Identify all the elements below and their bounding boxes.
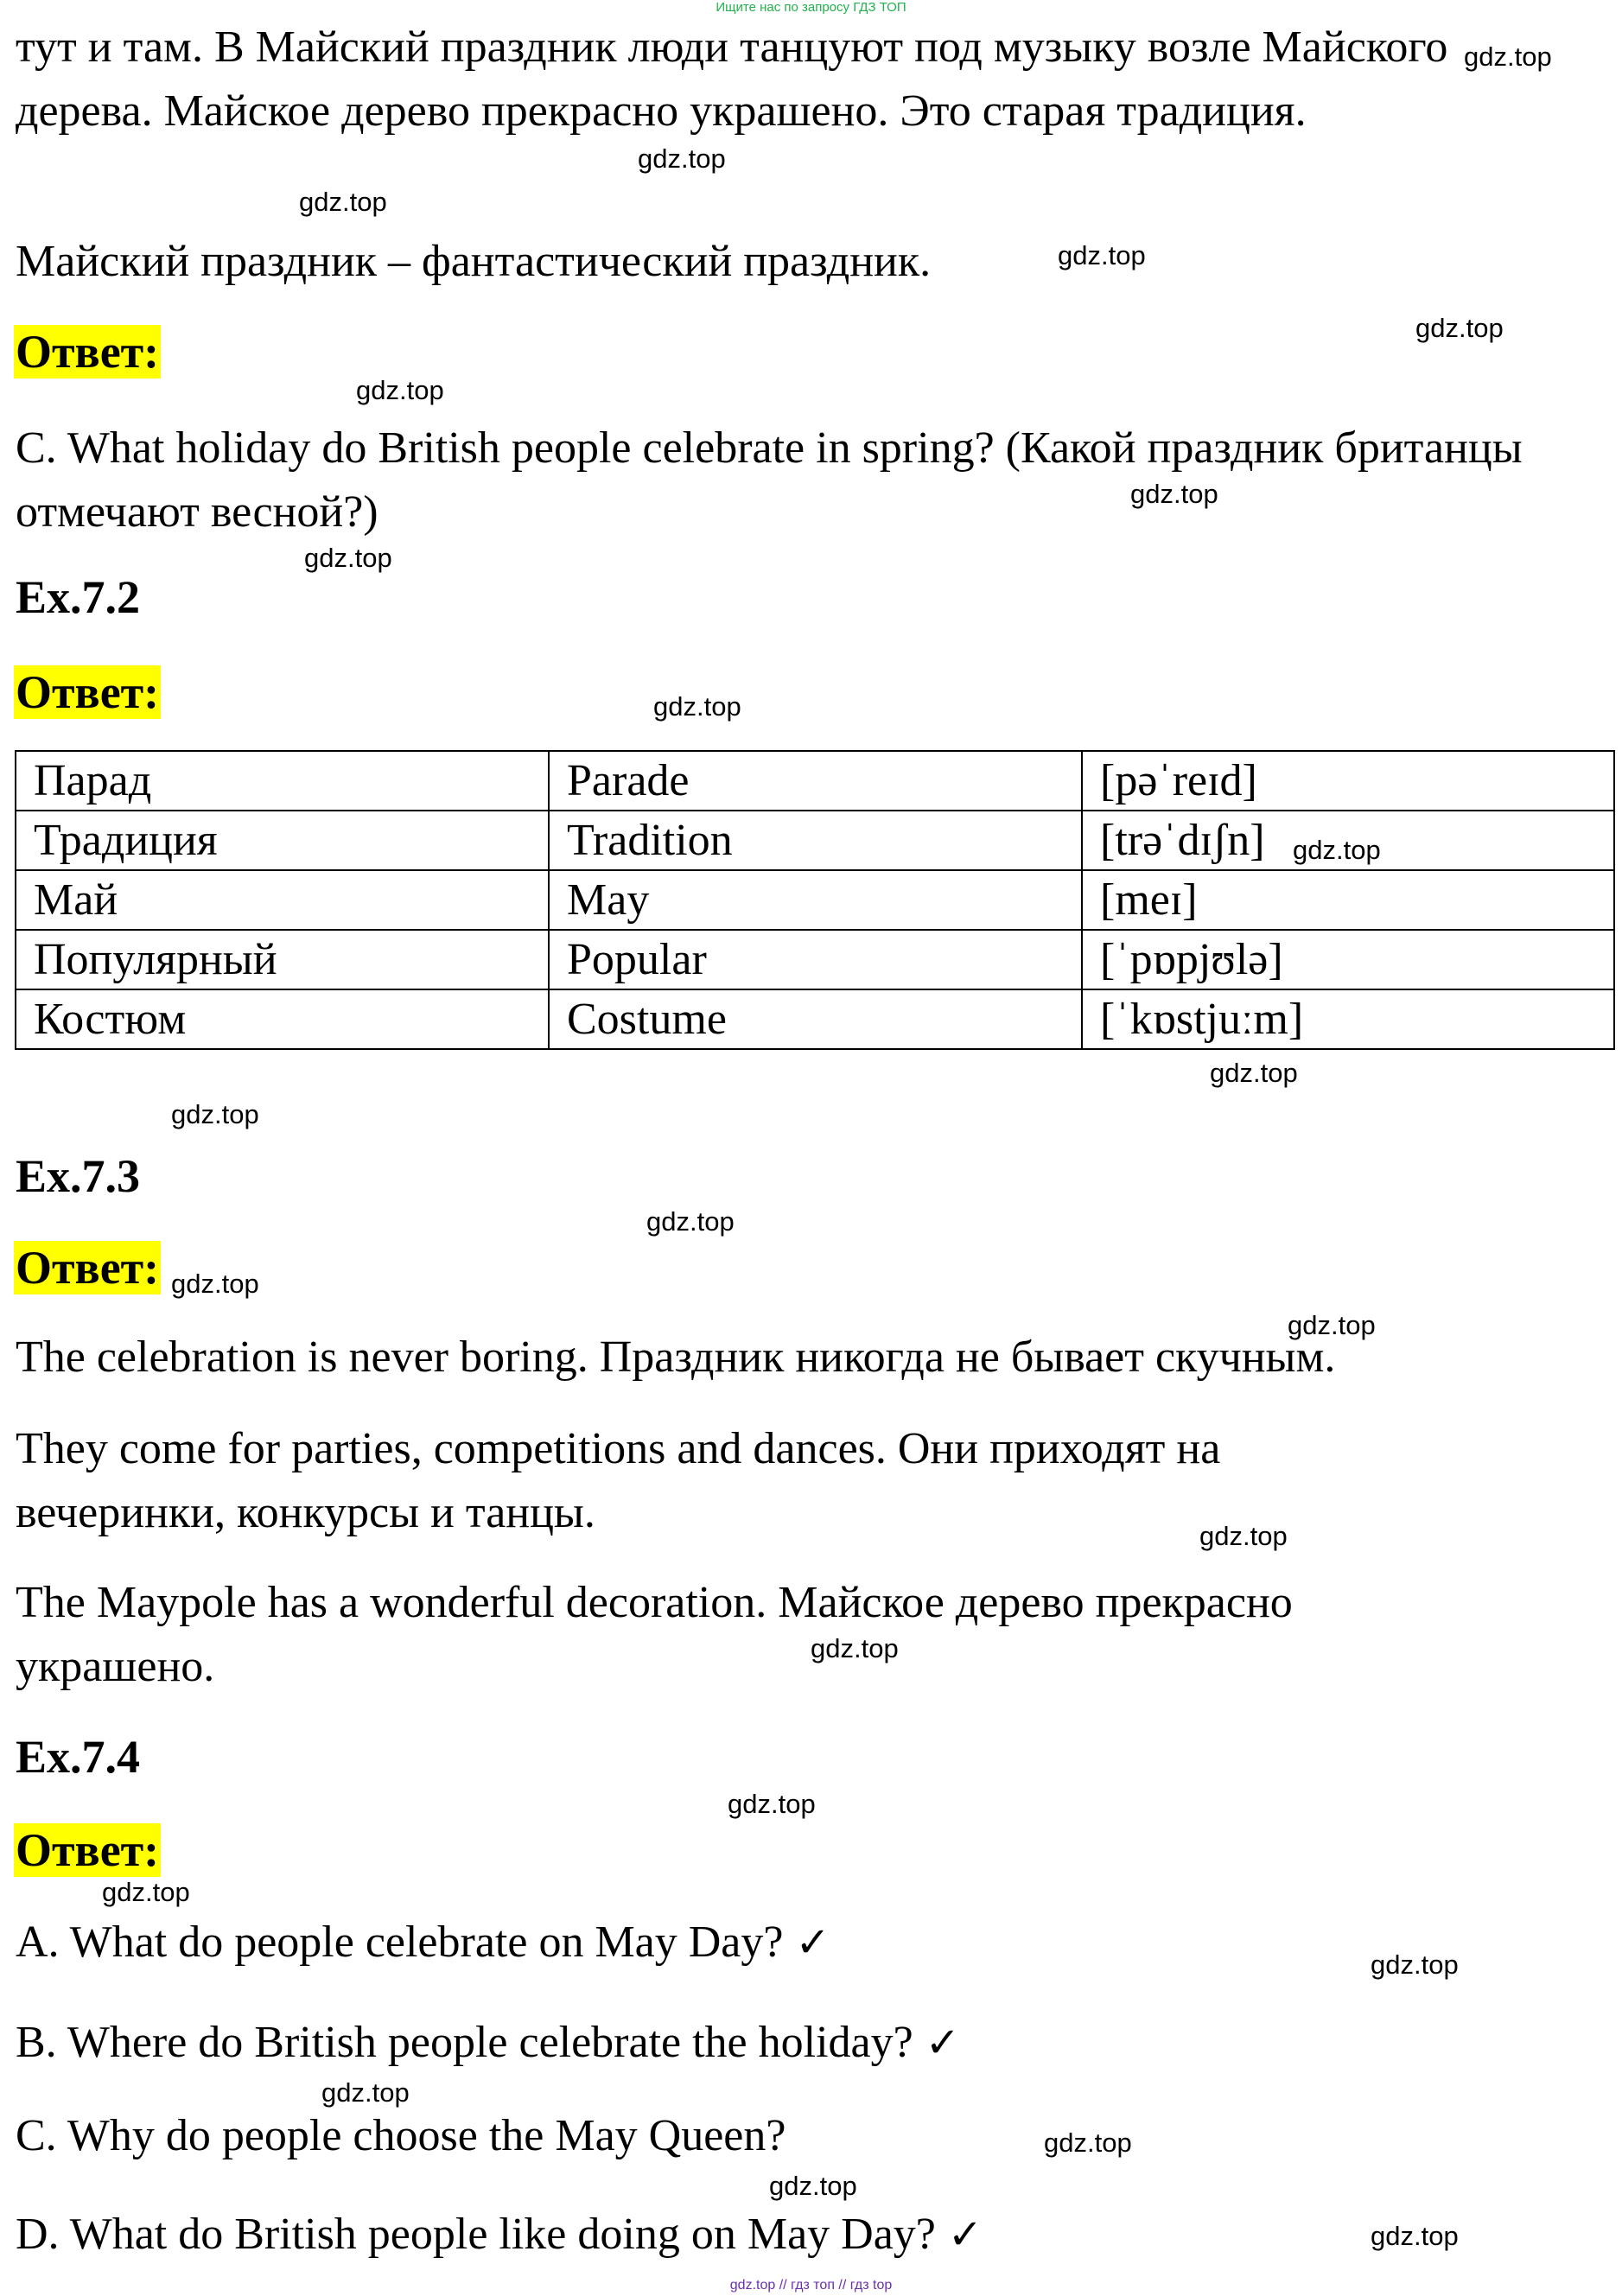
table-row xyxy=(16,930,1614,989)
bottom-banner: gdz.top // гдз топ // гдз top xyxy=(729,2278,893,2293)
cell-en: Popular xyxy=(549,930,1082,989)
watermark: gdz.top xyxy=(1464,41,1552,72)
watermark: gdz.top xyxy=(728,1789,816,1819)
watermark: gdz.top xyxy=(321,2077,410,2108)
question-a xyxy=(16,1917,830,1968)
cell-ru: Традиция xyxy=(16,811,549,870)
watermark: gdz.top xyxy=(1058,240,1146,270)
table-row xyxy=(16,751,1614,811)
table-row xyxy=(16,870,1614,930)
vocabulary-table xyxy=(15,750,1615,1050)
sentence-3: The Maypole has a wonderful decoration. Майское дерево прекрасно украшено. xyxy=(16,1578,1293,1691)
top-banner: Ищите нас по запросу ГДЗ ТОП xyxy=(716,0,906,15)
watermark: gdz.top xyxy=(102,1877,190,1907)
watermark: gdz.top xyxy=(1210,1058,1298,1088)
answer-label: Ответ: xyxy=(16,1242,160,1294)
cell-en: Parade xyxy=(549,751,1082,811)
exercise-title-7-4: Ex.7.4 xyxy=(16,1731,141,1783)
cell-ru: Костюм xyxy=(16,989,549,1049)
watermark: gdz.top xyxy=(638,143,726,174)
watermark: gdz.top xyxy=(1199,1521,1288,1551)
watermark: gdz.top xyxy=(356,375,444,405)
sentence-2: They come for parties, competitions and dances. Они приходят на вечеринки, конкурсы и танцы. xyxy=(16,1424,1221,1537)
cell-ru: Популярный xyxy=(16,930,549,989)
cell-ipa: [ˈkɒstjuːm] xyxy=(1082,989,1614,1049)
watermark: gdz.top xyxy=(171,1269,259,1299)
checkmark-icon: ✓ xyxy=(925,2019,960,2067)
cell-en: May xyxy=(549,870,1082,930)
sentence-1: The celebration is never boring. Праздник никогда не бывает скучным. xyxy=(16,1332,1336,1382)
question-text: D. What do British people like doing on May Day? xyxy=(16,2210,936,2259)
cell-en: Costume xyxy=(549,989,1082,1049)
watermark: gdz.top xyxy=(1415,313,1504,343)
watermark: gdz.top xyxy=(304,543,392,573)
cell-ipa: [ˈpɒpjʊlə] xyxy=(1082,930,1614,989)
watermark: gdz.top xyxy=(1371,2221,1459,2251)
watermark: gdz.top xyxy=(1371,1949,1459,1980)
watermark: gdz.top xyxy=(299,187,387,217)
watermark: gdz.top xyxy=(1130,479,1218,509)
question-c xyxy=(16,2110,786,2161)
watermark: gdz.top xyxy=(1044,2127,1132,2158)
watermark: gdz.top xyxy=(646,1206,735,1237)
exercise-title-7-2: Ex.7.2 xyxy=(16,571,141,623)
answer-label: Ответ: xyxy=(16,326,160,378)
cell-ipa: [meɪ] xyxy=(1082,870,1614,930)
cell-ru: Парад xyxy=(16,751,549,811)
checkmark-icon: ✓ xyxy=(795,1918,830,1967)
watermark: gdz.top xyxy=(811,1633,899,1663)
question-b xyxy=(16,2017,960,2068)
answer-label: Ответ: xyxy=(16,666,160,718)
exercise-title-7-3: Ex.7.3 xyxy=(16,1150,141,1202)
cell-ru: Май xyxy=(16,870,549,930)
question-text: B. Where do British people celebrate the holiday? xyxy=(16,2018,913,2067)
answer-label: Ответ: xyxy=(16,1824,160,1876)
question-d xyxy=(16,2209,983,2260)
checkmark-icon: ✓ xyxy=(947,2210,983,2259)
intro-paragraph: тут и там. В Майский праздник люди танцуют под музыку возле Майского дерева. Майское дерево прекрасно украшено. Это старая традиция. xyxy=(16,22,1448,136)
question-text: A. What do people celebrate on May Day? xyxy=(16,1918,784,1967)
watermark: gdz.top xyxy=(1288,1310,1376,1340)
table-row xyxy=(16,989,1614,1049)
question-text: C. Why do people choose the May Queen? xyxy=(16,2111,786,2160)
cell-ipa: [pəˈreɪd] xyxy=(1082,751,1614,811)
cell-ipa: [trəˈdɪʃn] xyxy=(1082,811,1614,870)
cell-en: Tradition xyxy=(549,811,1082,870)
watermark: gdz.top xyxy=(653,691,741,722)
watermark: gdz.top xyxy=(171,1099,259,1129)
watermark: gdz.top xyxy=(769,2171,857,2201)
watermark: gdz.top xyxy=(1293,835,1381,865)
intro-paragraph-2: Майский праздник – фантастический праздник. xyxy=(16,237,932,286)
answer-c-text: C. What holiday do British people celebrate in spring? (Какой праздник британцы отмечают весной?) xyxy=(16,423,1523,537)
